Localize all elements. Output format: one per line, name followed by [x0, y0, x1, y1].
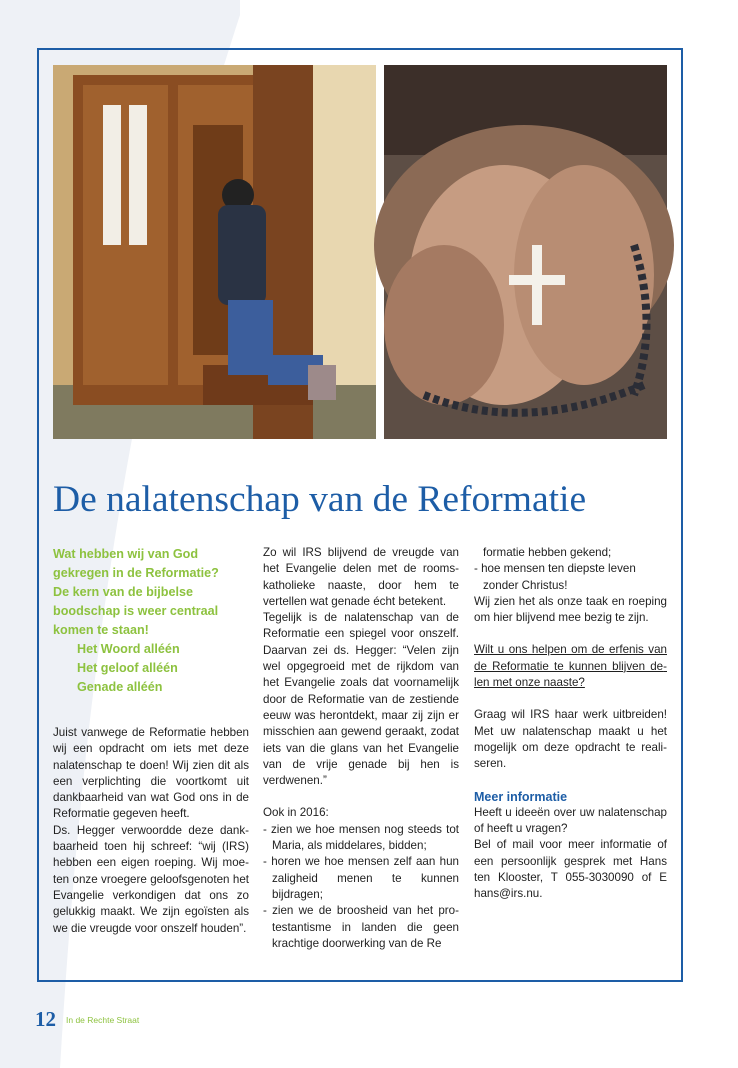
publication-name: In de Rechte Straat	[66, 1015, 140, 1025]
article-title: De nalatenschap van de Reformatie	[53, 479, 587, 520]
paragraph: Tegelijk is de nalatenschap van de Reformatie een spiegel voor onszelf. Daarvan zei ds. Hegger: “Velen zijn wel opgegroeid met de rijkdom van het Evangelie zoals dat voornamelijk door de Reformatie van de zestiende eeuw was herontdekt, maar zij zijn er misschien aan gewend geraakt, zodat iets van die glans van het Evangelie van de vrije genade bij hen is verdwenen.”	[263, 611, 459, 788]
paragraph: Graag wil IRS haar werk uitbreiden! Met uw nalatenschap maakt u het mogelijk om deze opdracht te realiseren.	[474, 708, 667, 771]
paragraph: Wij zien het als onze taak en roeping om hier blijvend mee bezig te zijn.	[474, 594, 667, 625]
praying-hands-photo	[384, 65, 667, 439]
lead-line: Wat hebben wij van God	[53, 547, 199, 561]
column-2	[263, 545, 459, 950]
column-1	[53, 545, 249, 937]
list-item: - horen we hoe mensen zelf aan hun zaligheid menen te kunnen bijdragen;	[263, 855, 459, 901]
lead-line: gekregen in de Reformatie?	[53, 566, 219, 580]
sola-line: Het Woord alléén	[77, 642, 180, 656]
list-continuation: formatie hebben gekend;	[483, 546, 612, 559]
sola-line: Genade alléén	[77, 680, 163, 694]
lead-line: De kern van de bijbelse	[53, 585, 193, 599]
paragraph: Zo wil IRS blijvend de vreugde van het Evangelie delen met de rooms-katholieke naaste, door hem te vertellen wat genade écht betekent.	[263, 546, 459, 608]
contact-paragraph: Bel of mail voor meer informatie of een persoonlijk gesprek met Hans ten Klooster, T 055-3030090 of E hans@irs.nu.	[474, 838, 667, 901]
paragraph: Ds. Hegger verwoordde deze dankbaarheid toen hij schreef: “wij (IRS) hebben een eigen roeping. Wij moeten onze vroegere geloofsgenoten het Evangelie verkondigen dat ons zo gelukkig maakt. We zijn egoïsten als we die vreugde voor onszelf houden”.	[53, 823, 249, 935]
call-to-action-question: Wilt u ons helpen om de erfenis van de Reformatie te kunnen blijven delen met onze naaste?	[474, 643, 667, 690]
list-item: - zien we hoe mensen nog steeds tot Maria, als middelares, bidden;	[263, 822, 459, 853]
confessional-photo	[53, 65, 376, 439]
sola-line: Het geloof alléén	[77, 661, 178, 675]
lead-line: boodschap is weer centraal	[53, 604, 219, 618]
lead-line: komen te staan!	[53, 623, 149, 637]
column-3	[474, 545, 667, 903]
paragraph: Heeft u ideeën over uw nalatenschap of heeft u vragen?	[474, 805, 667, 836]
list-intro: Ook in 2016:	[263, 806, 329, 820]
list-item: - zien we de broosheid van het protestantisme in landen die geen krachtige doorwerking van de Re	[263, 904, 459, 950]
page-number: 12	[35, 1007, 56, 1031]
info-heading: Meer informatie	[474, 789, 568, 804]
lead-text	[53, 545, 249, 697]
list-item: - hoe mensen ten diepste leven zonder Christus!	[474, 562, 636, 592]
paragraph: Juist vanwege de Reformatie hebben wij een opdracht om iets met deze nalatenschap te doen! Wij zien dit als een verplichting die voortkomt uit dankbaarheid van wat God ons in de Reformatie gegeven heeft.	[53, 726, 249, 821]
